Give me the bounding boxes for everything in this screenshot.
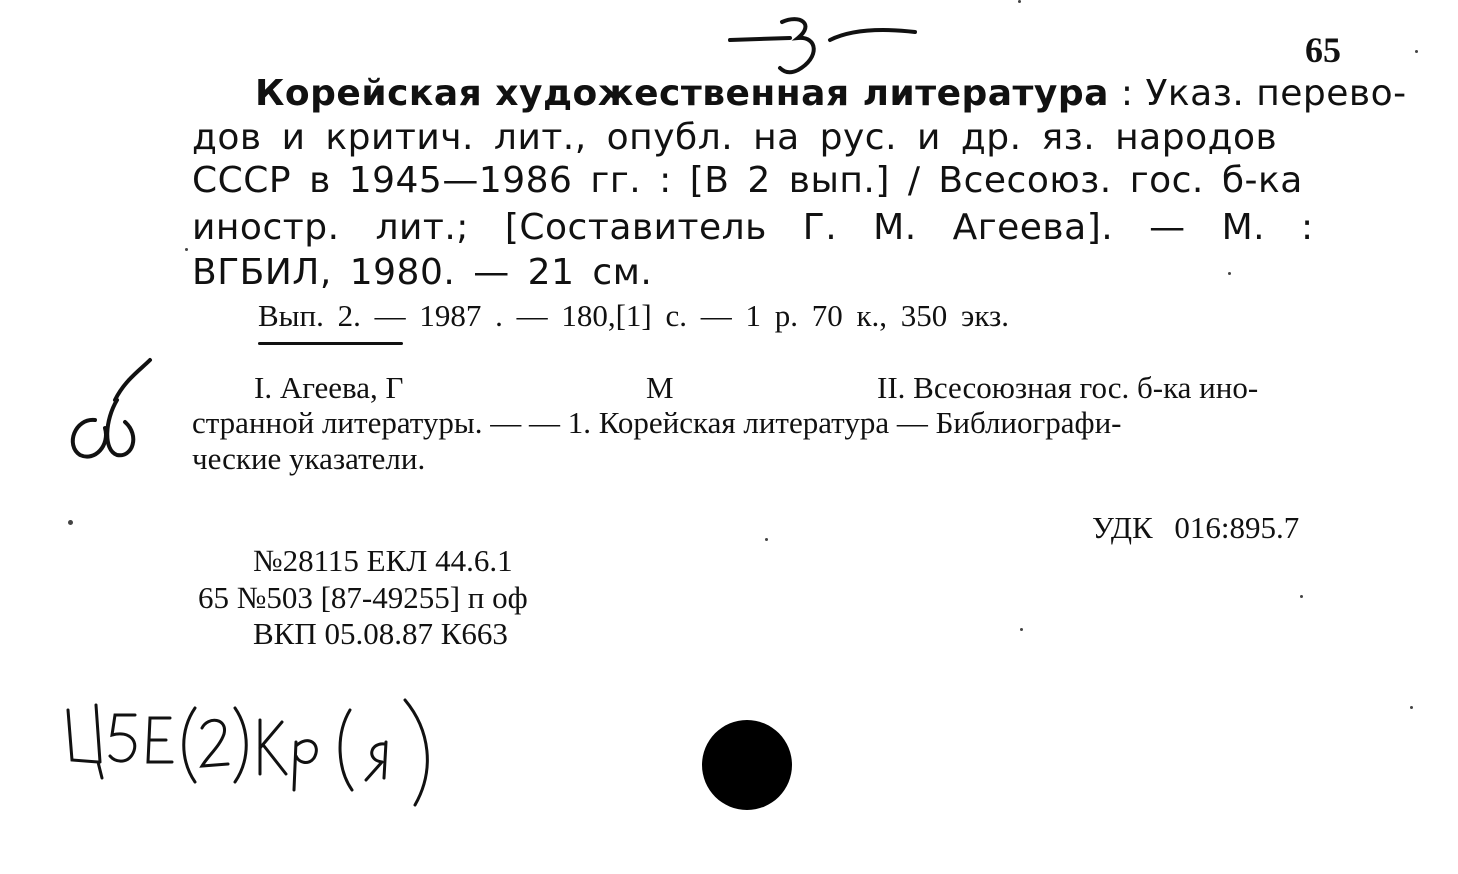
title-rest: : Указ. перево-: [1120, 73, 1407, 114]
scan-speck: [1300, 595, 1303, 598]
subject-author: I. Агеева, Г: [254, 370, 404, 405]
registry-line-3: ВКП 05.08.87 К663: [253, 616, 508, 651]
subject-institution: II. Всесоюзная гос. б-ка ино-: [877, 370, 1259, 405]
entry-line-5: ВГБИЛ, 1980. — 21 см.: [192, 252, 653, 293]
scan-speck: [68, 520, 73, 525]
page-number: 65: [1305, 30, 1341, 70]
entry-line-3: СССР в 1945—1986 гг. : [В 2 вып.] / Всесоюз. гос. б-ка: [192, 160, 1303, 201]
punch-hole: [702, 720, 792, 810]
scan-speck: [765, 538, 768, 541]
entry-line-2: дов и критич. лит., опубл. на рус. и др. яз. народов: [192, 117, 1278, 158]
registry-line-2: 65 №503 [87-49255] п оф: [198, 580, 528, 615]
scan-speck: [185, 248, 188, 251]
title-bold: Корейская художественная литература: [255, 73, 1109, 114]
scan-speck: [1020, 628, 1023, 631]
scan-speck: [1410, 706, 1413, 709]
scan-speck: [1018, 0, 1021, 3]
issue-line: Вып. 2. — 1987 . — 180,[1] с. — 1 р. 70 к., 350 экз.: [258, 298, 1010, 333]
handwritten-shelf-mark: [60, 690, 460, 810]
scan-speck: [1228, 272, 1231, 275]
subjects-line-2: странной литературы. — — 1. Корейская литература — Библиографи-: [192, 405, 1122, 440]
issue-underline: [258, 342, 403, 345]
handwritten-side-mark: [55, 350, 165, 470]
registry-line-1: №28115 ЕКЛ 44.6.1: [253, 543, 513, 578]
subject-author-initial: М: [646, 370, 674, 405]
udk-code: УДК 016:895.7: [1092, 510, 1300, 545]
subjects-line-3: ческие указатели.: [192, 441, 426, 476]
entry-line-4: иностр. лит.; [Составитель Г. М. Агеева]. — М. :: [192, 207, 1314, 248]
title-line: [255, 73, 1407, 114]
scan-speck: [1415, 50, 1418, 53]
